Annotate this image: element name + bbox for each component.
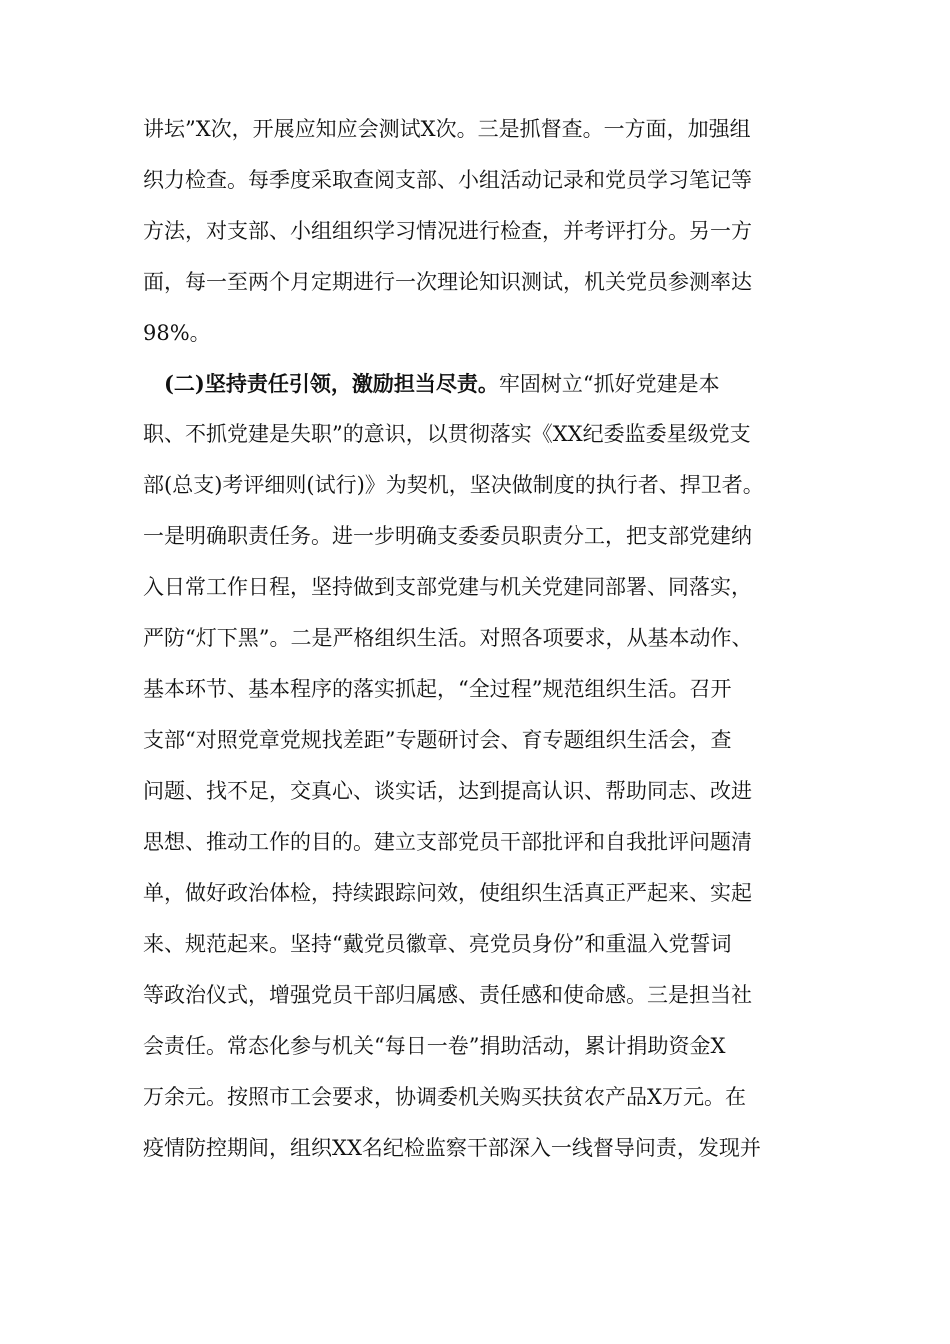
text-line: 一是明确职责任务。进一步明确支委委员职责分工，把支部党建纳 [143, 524, 752, 548]
text-line: 方法，对支部、小组组织学习情况进行检查，并考评打分。另一方 [143, 219, 752, 243]
paragraph-first-line [143, 358, 805, 409]
text-line: 思想、推动工作的目的。建立支部党员干部批评和自我批评问题清 [143, 830, 752, 854]
paragraph-responsibility [143, 358, 805, 1174]
text-line: 单，做好政治体检，持续跟踪问效，使组织生活真正严起来、实起 [143, 881, 752, 905]
text-line: 面，每一至两个月定期进行一次理论知识测试，机关党员参测率达 [143, 270, 752, 294]
text-line: 会责任。常态化参与机关“每日一卷”捐助活动，累计捐助资金X [143, 1034, 726, 1058]
text-line: 等政治仪式，增强党员干部归属感、责任感和使命感。三是担当社 [143, 983, 752, 1007]
text-line: 来、规范起来。坚持“戴党员徽章、亮党员身份”和重温入党誓词 [143, 932, 732, 956]
text-line: 入日常工作日程，坚持做到支部党建与机关党建同部署、同落实， [143, 575, 752, 599]
section-heading: (二)坚持责任引领，激励担当尽责。 [164, 371, 499, 396]
text-line: 疫情防控期间，组织XX名纪检监察干部深入一线督导问责，发现并 [143, 1136, 761, 1160]
text-line: 支部“对照党章党规找差距”专题研讨会、育专题组织生活会，查 [143, 728, 732, 752]
heading-followup-text: 牢固树立“抓好党建是本 [498, 372, 720, 396]
text-line: 98%。 [143, 321, 211, 345]
paragraph-continued [143, 104, 805, 359]
text-line: 讲坛”X次，开展应知应会测试X次。三是抓督查。一方面，加强组 [143, 117, 751, 141]
text-line: 万余元。按照市工会要求，协调委机关购买扶贫农产品X万元。在 [143, 1085, 746, 1109]
text-line: 严防“灯下黑”。二是严格组织生活。对照各项要求，从基本动作、 [143, 626, 753, 650]
text-line: 基本环节、基本程序的落实抓起，“全过程”规范组织生活。召开 [143, 677, 732, 701]
text-line: 织力检查。每季度采取查阅支部、小组活动记录和党员学习笔记等 [143, 168, 752, 192]
text-line: 问题、找不足，交真心、谈实话，达到提高认识、帮助同志、改进 [143, 779, 752, 803]
text-line: 职、不抓党建是失职”的意识，以贯彻落实《XX纪委监委星级党支 [143, 422, 751, 446]
text-line: 部(总支)考评细则(试行)》为契机，坚决做制度的执行者、捍卫者。 [143, 473, 764, 497]
